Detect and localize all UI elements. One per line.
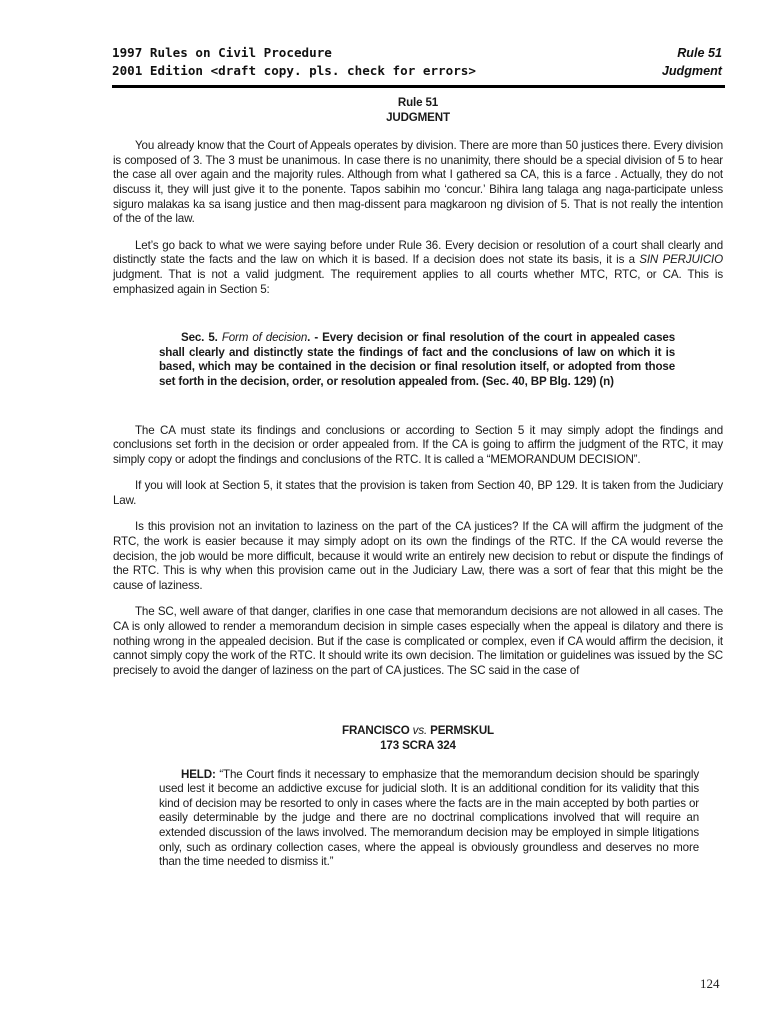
page-number: 124: [700, 976, 720, 991]
paragraph: Is this provision not an invitation to laziness on the part of the CA justices? If the CA will affirm the judgment of the RTC, the work is easier because it may simply adopt on its own the findings of the RTC. If the CA would reverse the decision, the job would be more difficult, because it would write an entirely new decision to rebut or dispute the findings of the RTC. This is why when this provision came out in the Judiciary Law, there was a sort of fear that this might be the cause of laziness.: [113, 520, 723, 592]
quoted-section: [159, 331, 675, 389]
italic-term: SIN PERJUICIO: [639, 253, 723, 267]
header-edition: 2001 Edition <draft copy. pls. check for errors>: [112, 63, 476, 78]
paragraph: [113, 239, 723, 297]
paragraph-text: judgment. That is not a valid judgment. The requirement applies to all courts whether MTC, RTC, or CA. This is emphasized again in Section 5:: [113, 267, 723, 296]
paragraph: You already know that the Court of Appeals operates by division. There are more than 50 justices there. Every division is composed of 3. The 3 must be unanimous. In case there is no unanimity, there should be a special division of 5 to hear the case all over again and the majority rules. Although from what I gathered sa CA, this is a farce . Actually, they do not discuss it, they will just give it to the ponente. Tapos sabihin mo ‘concur.’ Bihira lang talaga ang naga-participate unless siguro malakas ka sa isang justice and then mag-dissent para magkaroon ng division of 5. That is not really the intention of the of the law.: [113, 139, 723, 226]
section-dash: . -: [307, 331, 323, 345]
held-quote: [159, 768, 699, 870]
header-topic: Judgment: [661, 64, 722, 78]
document-body: [113, 96, 723, 870]
section-label: Sec. 5.: [181, 331, 218, 345]
case-parties: [113, 724, 723, 739]
header-left: [112, 44, 476, 80]
section-heading: Form of decision: [221, 331, 308, 345]
header-rule: Rule 51: [677, 46, 722, 60]
case-party-1: FRANCISCO: [342, 724, 410, 738]
case-party-2: PERMSKUL: [430, 724, 494, 738]
rule-heading: [113, 96, 723, 125]
running-header: [112, 44, 722, 84]
header-book-title: 1997 Rules on Civil Procedure: [112, 45, 332, 60]
header-divider: [112, 85, 725, 88]
rule-subject: JUDGMENT: [386, 110, 450, 124]
paragraph: The SC, well aware of that danger, clarifies in one case that memorandum decisions are not allowed in all cases. The CA is only allowed to render a memorandum decision in simple cases especially when the appeal is dilatory and there is nothing wrong in the appealed decision. But if the case is complicated or complex, even if CA would affirm the decision, it cannot simply copy the work of the RTC. It should write its own decision. The limitation or guidelines was issued by the SC precisely to avoid the danger of laziness on the part of CA justices. The SC said in the case of: [113, 605, 723, 677]
header-right: [662, 44, 722, 80]
case-title: [113, 724, 723, 753]
case-vs: vs.: [412, 724, 428, 738]
rule-number: Rule 51: [397, 96, 439, 109]
held-label: HELD:: [181, 767, 216, 781]
paragraph-text: Let’s go back to what we were saying before under Rule 36. Every decision or resolution of a court shall clearly and distinctly state the facts and the law on which it is based. If a decision does not state its basis, it is a: [113, 238, 723, 267]
case-citation: 173 SCRA 324: [380, 739, 456, 752]
paragraph: If you will look at Section 5, it states that the provision is taken from Section 40, BP 129. It is taken from the Judiciary Law.: [113, 479, 723, 507]
held-text: “The Court finds it necessary to emphasize that the memorandum decision should be sparingly used lest it become an addictive excuse for judicial sloth. It is an additional condition for its validity that this kind of decision may be resorted to only in cases where the facts are in the main accepted by both parties or easily determinable by the judge and there are no doctrinal complications involved that will require an extended discussion of the laws involved. The memorandum decision may be employed in simple litigations only, such as ordinary collection cases, where the appeal is obviously groundless and deserves no more than the time needed to dismiss it.”: [159, 767, 699, 869]
section-text: Every decision or final resolution of the court in appealed cases shall clearly and distinctly state the findings of fact and the conclusions of law on which it is based, which may be contained in the decision or final resolution itself, or adopted from those set forth in the decision, order, or resolution appealed from. (Sec. 40, BP Blg. 129) (n): [159, 331, 675, 388]
paragraph: The CA must state its findings and conclusions or according to Section 5 it may simply adopt the findings and conclusions set forth in the decision or order appealed from. If the CA is going to affirm the judgment of the RTC, it may simply copy or adopt the findings and conclusions of the RTC. It is called a “MEMORANDUM DECISION”.: [113, 423, 723, 466]
